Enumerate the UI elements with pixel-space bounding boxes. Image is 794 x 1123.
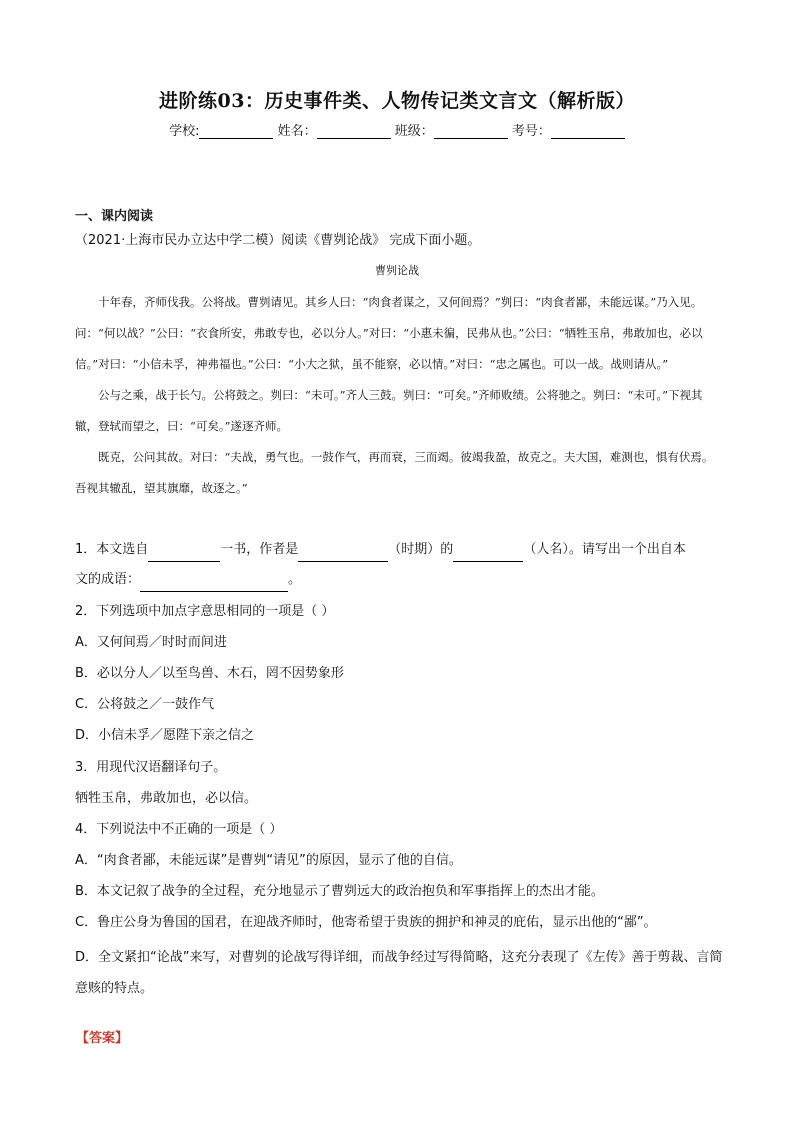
passage-title: 曹刿论战	[375, 264, 419, 277]
class-label: 班级：	[394, 124, 434, 139]
q2-option-a: A．又何间焉／时时而间进	[75, 635, 227, 650]
document-title: 进阶练03：历史事件类、人物传记类文言文（解析版）	[159, 90, 635, 112]
question-1-line-2	[75, 568, 723, 592]
q4-option-b: B．本文记叙了战争的全过程，充分地显示了曹刿远大的政治抱负和军事指挥上的杰出才能。	[75, 884, 604, 899]
q1-text-b: 一书，作者是	[220, 542, 299, 557]
exam-number-blank	[551, 124, 625, 139]
exam-number-field	[512, 120, 625, 139]
question-4	[75, 818, 723, 1004]
passage-paragraph: 十年春，齐师伐我。公将战。曹刿请见。其乡人曰：“肉食者谋之，又何间焉？”刿曰：“肉食者鄙，未能远谋。”乃入见。问：“何以战？”公曰：“衣食所安，弗敢专也，必以分人。”对曰：“小惠未徧，民弗从也。”公曰：“牺牲玉帛，弗敢加也，必以信。”对曰：“小信未孚，神弗福也。”公曰：“小大之狱，虽不能察，必以情。”对曰：“忠之属也。可以一战。战则请从。”	[75, 295, 703, 371]
section-heading: 一、课内阅读	[75, 209, 154, 224]
school-label: 学校:	[169, 124, 200, 139]
q4-option-c: C．鲁庄公身为鲁国的国君，在迎战齐师时，他寄希望于贵族的拥护和神灵的庇佑，显示出他的“鄙”。	[75, 915, 657, 930]
q1-blank-person	[453, 545, 523, 562]
q3-sentence: 牺牲玉帛，弗敢加也，必以信。	[75, 791, 258, 806]
q1-text-f: 。	[288, 572, 302, 587]
class-blank	[434, 124, 508, 139]
q2-option-d: D．小信未孚／愿陛下亲之信之	[75, 728, 255, 743]
q1-text-a: 1．本文选自	[75, 542, 149, 557]
passage-paragraph: 既克，公问其故。对曰：“夫战，勇气也。一鼓作气，再而衰，三而竭。彼竭我盈，故克之。夫大国，难测也，惧有伏焉。吾视其辙乱，望其旗靡，故逐之。”	[75, 450, 714, 495]
school-blank	[199, 124, 273, 139]
q2-stem: 2．下列选项中加点字意思相同的一项是（ ）	[75, 604, 335, 619]
student-info-fields	[0, 120, 794, 139]
exam-number-label: 考号：	[511, 124, 551, 139]
q4-stem: 4．下列说法中不正确的一项是（ ）	[75, 822, 283, 837]
passage-paragraph: 公与之乘，战于长勺。公将鼓之。刿曰：“未可。”齐人三鼓。刿曰：“可矣。”齐师败绩。公将驰之。刿曰：“未可。”下视其辙，登轼而望之，曰：“可矣。”遂逐齐师。	[75, 388, 703, 433]
q1-text-d: （人名）。请写出一个出自本	[523, 542, 686, 557]
q4-option-a: A．“肉食者鄙，未能远谋”是曹刿“请见”的原因，显示了他的自信。	[75, 853, 462, 868]
question-2	[75, 600, 723, 748]
q2-option-c: C．公将鼓之／一鼓作气	[75, 697, 215, 712]
q1-text-e: 文的成语：	[75, 572, 141, 587]
name-blank	[317, 124, 391, 139]
q2-option-b: B．必以分人／以至鸟兽、木石，罔不因势象形	[75, 666, 344, 681]
q4-option-d: D．全文紧扣“论战”来写，对曹刿的论战写得详细，而战争经过写得简略，这充分表现了《左传》善于剪裁、言简意赅的特点。	[75, 950, 723, 996]
q3-stem: 3．用现代汉语翻译句子。	[75, 760, 227, 775]
question-1-line-1	[75, 538, 723, 562]
q1-text-c: （时期）的	[388, 542, 454, 557]
q1-blank-book	[148, 545, 220, 562]
source-line: （2021·上海市民办立达中学二模）阅读《曹刿论战》 完成下面小题。	[75, 233, 481, 248]
q1-blank-author	[298, 545, 388, 562]
name-label: 姓名：	[277, 124, 317, 139]
class-field	[395, 120, 508, 139]
question-3	[75, 756, 723, 811]
name-field	[278, 120, 391, 139]
answer-label: 【答案】	[76, 1031, 129, 1046]
q1-blank-idiom	[140, 575, 288, 592]
question-1	[75, 538, 723, 592]
passage	[75, 287, 723, 504]
school-field	[169, 120, 273, 139]
